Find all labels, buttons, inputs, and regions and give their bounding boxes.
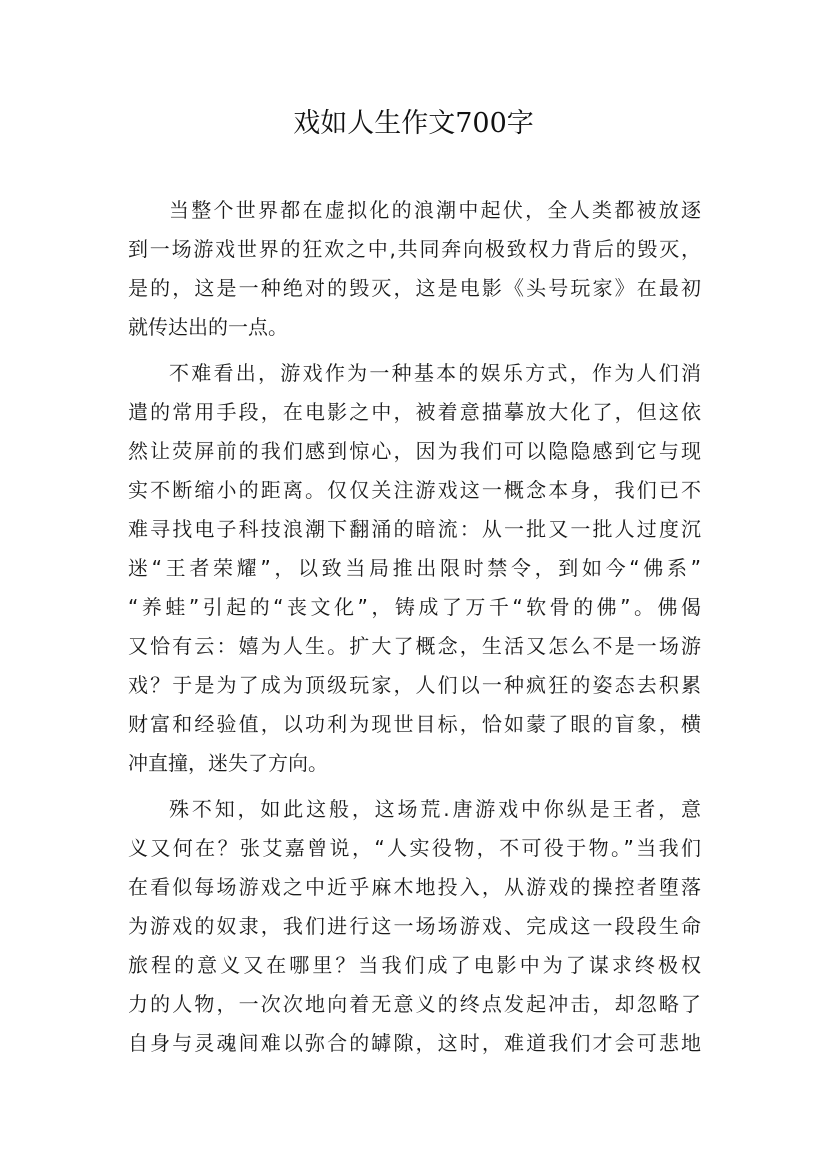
text-line: 就传达出的一点。 <box>128 315 288 339</box>
text-line: 在看似每场游戏之中近乎麻木地投入，从游戏的操控者堕落 <box>128 875 701 899</box>
text-line: “养蛙”引起的“丧文化”，铸成了万千“软骨的佛”。佛偈 <box>128 595 701 619</box>
text-line: 力的人物，一次次地向着无意义的终点发起冲击，却忽略了 <box>128 992 701 1016</box>
paragraph-2 <box>128 354 701 783</box>
text-line: 财富和经验值，以功利为现世目标，恰如蒙了眼的盲象，横 <box>128 712 701 736</box>
text-line: 殊不知，如此这般，这场荒.唐游戏中你纵是王者，意 <box>169 797 701 821</box>
text-line: 不难看出，游戏作为一种基本的娱乐方式，作为人们消 <box>169 361 701 385</box>
text-line: 旅程的意义又在哪里？当我们成了电影中为了谋求终极权 <box>128 953 701 977</box>
text-line: 实不断缩小的距离。仅仅关注游戏这一概念本身，我们已不 <box>128 478 701 502</box>
paragraph-3 <box>128 790 701 1063</box>
text-line: 是的，这是一种绝对的毁灭，这是电影《头号玩家》在最初 <box>128 276 701 300</box>
document-title: 戏如人生作文700字 <box>293 108 534 139</box>
text-line: 难寻找电子科技浪潮下翻涌的暗流：从一批又一批人过度沉 <box>128 517 701 541</box>
text-line: 迷“王者荣耀”，以致当局推出限时禁令，到如今“佛系” <box>128 556 701 580</box>
text-line: 当整个世界都在虚拟化的浪潮中起伏，全人类都被放逐 <box>169 198 701 222</box>
text-line: 为游戏的奴隶，我们进行这一场场游戏、完成这一段段生命 <box>128 914 701 938</box>
text-line: 又恰有云：嬉为人生。扩大了概念，生活又怎么不是一场游 <box>128 634 701 658</box>
text-line: 自身与灵魂间难以弥合的罅隙，这时，难道我们才会可悲地 <box>128 1031 701 1055</box>
paragraph-1 <box>128 191 701 347</box>
text-line: 然让荧屏前的我们感到惊心，因为我们可以隐隐感到它与现 <box>128 439 701 463</box>
text-line: 冲直撞，迷失了方向。 <box>128 751 328 775</box>
text-line: 戏？于是为了成为顶级玩家，人们以一种疯狂的姿态去积累 <box>128 673 701 697</box>
text-line: 到一场游戏世界的狂欢之中,共同奔向极致权力背后的毁灭， <box>128 237 701 261</box>
text-line: 义又何在？张艾嘉曾说，“人实役物，不可役于物。”当我们 <box>128 836 701 860</box>
text-line: 遣的常用手段，在电影之中，被着意描摹放大化了，但这依 <box>128 400 701 424</box>
document-body <box>128 191 701 1070</box>
